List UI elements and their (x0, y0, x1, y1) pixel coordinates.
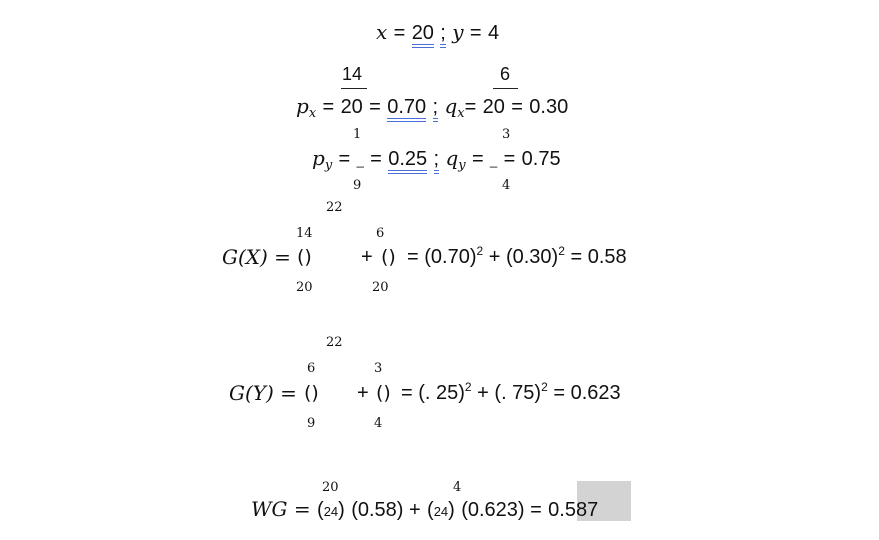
subscript-y: y (324, 158, 333, 173)
equals: = (471, 148, 484, 170)
gx-lhs: G(X) = (222, 245, 291, 269)
px-fraction-bar (341, 88, 367, 89)
gx-term-2: + (0.30) (488, 246, 559, 268)
wg-gini-1: (0.58) + (351, 499, 421, 521)
fraction-placeholder: _ (356, 153, 364, 168)
qy-denominator: 4 (502, 178, 511, 193)
gy-term-1: = (. 25) (401, 382, 465, 404)
equals: = (393, 22, 406, 44)
var-x: x (376, 20, 388, 44)
equals: = (369, 96, 381, 118)
wg-gini-2: (0.623) = (461, 499, 542, 521)
subscript-y: y (458, 158, 466, 173)
gy-result: = 0.623 (553, 382, 621, 404)
gx-exponent-2: 2 (558, 244, 565, 258)
equals: = (503, 148, 516, 170)
separator: ; (433, 148, 440, 170)
gx-numerator-1: 14 (296, 226, 313, 241)
separator: ; (432, 96, 439, 118)
qy-numerator: 3 (502, 127, 511, 142)
gx-rhs (407, 244, 627, 268)
gy-numerator-2: 3 (374, 361, 383, 376)
wg-numerator-1: 20 (322, 480, 339, 495)
y-value: 4 (487, 22, 500, 44)
gx-plus: + (361, 246, 373, 268)
gy-lhs: G(Y) = (229, 381, 297, 405)
py-denominator: 9 (353, 178, 362, 193)
wg-paren-open: ( (427, 499, 434, 521)
px-denominator: 20 (340, 96, 363, 118)
wg-line (251, 499, 598, 520)
qx-fraction-bar (493, 88, 518, 89)
x-value: 20 (411, 22, 434, 44)
var-q: q (445, 146, 459, 170)
wg-paren-open: ( (317, 499, 324, 521)
wg-paren-close: ) (448, 499, 455, 521)
gy-total: 22 (326, 335, 343, 350)
gy-denominator-2: 4 (374, 416, 383, 431)
equals: = (338, 148, 351, 170)
gy-exponent-1: 2 (464, 380, 472, 394)
py-numerator: 1 (353, 127, 362, 142)
wg-denominator-2: 24 (433, 504, 449, 519)
gx-denominator-2: 20 (372, 280, 389, 295)
separator: ; (440, 22, 446, 44)
py-value: 0.25 (388, 148, 428, 170)
equals: = (469, 22, 482, 44)
equals: = (464, 96, 477, 118)
var-q: q (444, 94, 458, 118)
gx-paren-1: () (297, 246, 312, 268)
gy-plus: + (357, 382, 369, 404)
gx-paren-2: () (381, 246, 396, 268)
equals: = (370, 148, 382, 170)
wg-numerator-2: 4 (453, 480, 462, 495)
gx-total: 22 (326, 200, 343, 215)
gx-denominator-1: 20 (296, 280, 313, 295)
gy-denominator-1: 9 (307, 416, 316, 431)
gy-numerator-1: 6 (307, 361, 316, 376)
gx-term-1: = (0.70) (407, 246, 477, 268)
qy-value: 0.75 (521, 148, 561, 170)
px-value: 0.70 (387, 96, 427, 118)
gx-result: = 0.58 (570, 246, 627, 268)
gy-paren-2: () (376, 382, 391, 404)
var-p: p (296, 94, 309, 118)
wg-paren-close: ) (338, 499, 345, 521)
line-py-qy (312, 146, 561, 173)
gx-exponent-1: 2 (476, 244, 484, 258)
fraction-placeholder: _ (490, 153, 498, 168)
gy-exponent-2: 2 (541, 380, 548, 394)
equals: = (511, 96, 523, 118)
wg-lhs: WG = (251, 497, 311, 521)
subscript-x: x (308, 106, 317, 121)
wg-result: 0.587 (548, 499, 599, 521)
var-p: p (312, 146, 325, 170)
gy-paren-1: () (304, 382, 319, 404)
px-numerator: 14 (342, 64, 363, 84)
var-y: y (452, 20, 464, 44)
subscript-x: x (457, 106, 465, 121)
gy-rhs (401, 380, 621, 404)
qx-numerator: 6 (500, 64, 511, 84)
gx-numerator-2: 6 (376, 226, 385, 241)
gy-term-2: + (. 75) (477, 382, 542, 404)
line-x-y (376, 22, 499, 43)
wg-denominator-1: 24 (323, 504, 339, 519)
qx-denominator: 20 (482, 96, 505, 118)
equals: = (322, 96, 335, 118)
qx-value: 0.30 (529, 96, 569, 118)
line-px-qx (296, 94, 569, 121)
